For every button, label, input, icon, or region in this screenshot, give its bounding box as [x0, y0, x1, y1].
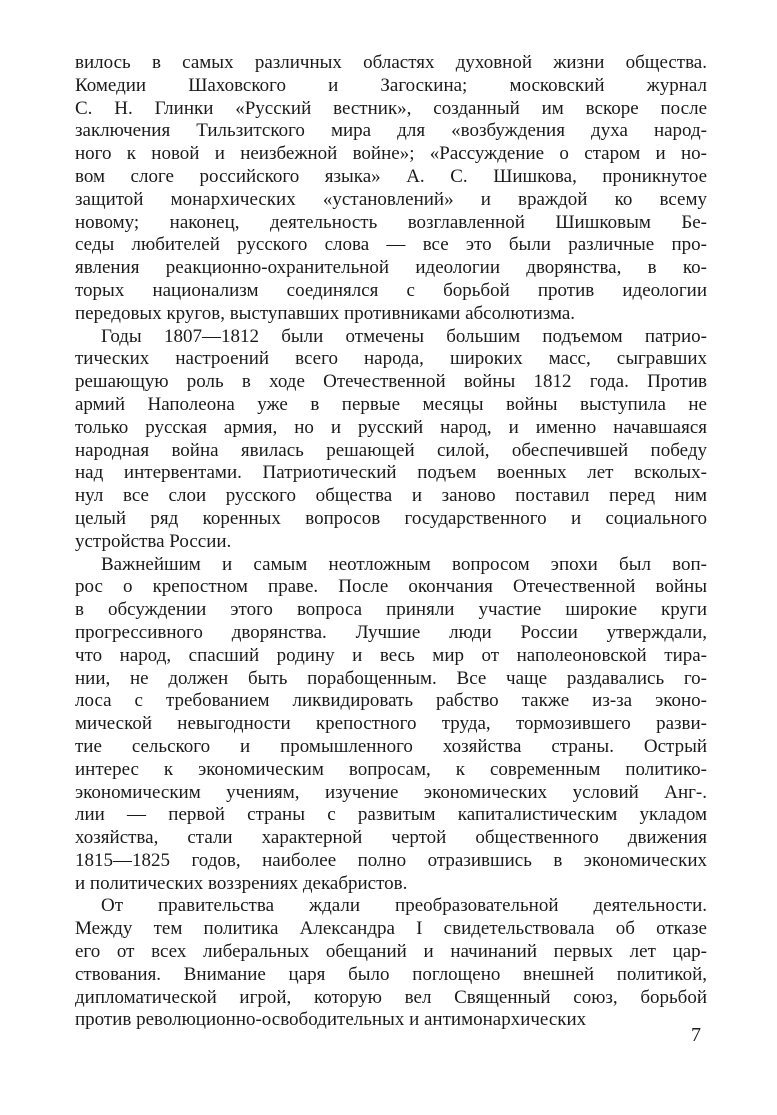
- paragraph: [75, 895, 707, 1032]
- text-line: заключения Тильзитского мира для «возбуждения духа народ-: [75, 120, 707, 142]
- text-line: устройства России.: [75, 530, 232, 552]
- text-line: торых национализм соединялся с борьбой против идеологии: [75, 279, 707, 301]
- text-line: целый ряд коренных вопросов государственного и социального: [75, 507, 707, 529]
- text-line: явления реакционно-охранительной идеологии дворянства, в ко-: [75, 257, 707, 279]
- text-line: Годы 1807—1812 были отмечены большим подъемом патрио-: [101, 325, 707, 347]
- text-line: что народ, спасший родину и весь мир от наполеоновской тира-: [75, 644, 707, 666]
- text-line: мической невыгодности крепостного труда, тормозившего разви-: [75, 713, 707, 735]
- text-line: передовых кругов, выступавших противниками абсолютизма.: [75, 302, 576, 324]
- text-line: ного к новой и неизбежной войне»; «Рассуждение о старом и но-: [75, 143, 707, 165]
- text-line: От правительства ждали преобразовательной деятельности.: [101, 895, 707, 917]
- text-line: только русская армия, но и русский народ, и именно начавшаяся: [75, 416, 707, 438]
- text-line: защитой монархических «установлений» и враждой ко всему: [75, 188, 707, 210]
- text-line: лии — первой страны с развитым капиталистическим укладом: [75, 804, 707, 826]
- text-line: против революционно-освободительных и антимонархических: [75, 1009, 587, 1031]
- text-line: народная война явилась решающей силой, обеспечившей победу: [75, 439, 707, 461]
- text-line: 1815—1825 годов, наиболее полно отразившись в экономических: [75, 849, 707, 871]
- text-line: нул все слои русского общества и заново поставил перед ним: [75, 485, 707, 507]
- text-line: его от всех либеральных обещаний и начинаний первых лет цар-: [75, 941, 707, 963]
- text-line: новому; наконец, деятельность возглавленной Шишковым Бе-: [75, 211, 707, 233]
- text-line: решающую роль в ходе Отечественной войны 1812 года. Против: [75, 371, 707, 393]
- text-line: Между тем политика Александра I свидетельствовала об отказе: [75, 918, 707, 940]
- text-line: тие сельского и промышленного хозяйства страны. Острый: [75, 735, 707, 757]
- text-line: экономическим учениям, изучение экономических условий Анг-.: [75, 781, 707, 803]
- text-line: прогрессивного дворянства. Лучшие люди России утверждали,: [75, 621, 707, 643]
- text-line: Важнейшим и самым неотложным вопросом эпохи был воп-: [101, 553, 707, 575]
- text-line: и политических воззрениях декабристов.: [75, 872, 408, 894]
- text-line: дипломатической игрой, которую вел Священный союз, борьбой: [75, 986, 707, 1008]
- paragraph: [75, 326, 707, 554]
- text-line: вилось в самых различных областях духовной жизни общества.: [75, 52, 707, 73]
- text-line: рос о крепостном праве. После окончания Отечественной войны: [75, 576, 707, 598]
- text-line: Комедии Шаховского и Загоскина; московский журнал: [75, 74, 707, 96]
- text-line: тических настроений всего народа, широких масс, сыгравших: [75, 348, 707, 370]
- text-line: лоса с требованием ликвидировать рабство также из-за эконо-: [75, 690, 707, 712]
- text-line: интерес к экономическим вопросам, к современным политико-: [75, 758, 707, 780]
- page-body: [75, 52, 707, 1032]
- text-line: над интервентами. Патриотический подъем военных лет всколых-: [75, 462, 707, 484]
- text-line: С. Н. Глинки «Русский вестник», созданный им вскоре после: [75, 97, 707, 119]
- text-line: в обсуждении этого вопроса приняли участие широкие круги: [75, 599, 707, 621]
- paragraph: [75, 554, 707, 896]
- text-line: армий Наполеона уже в первые месяцы войны выступила не: [75, 393, 707, 415]
- paragraph: [75, 52, 707, 326]
- text-line: нии, не должен быть порабощенным. Все чаще раздавались го-: [75, 667, 707, 689]
- text-line: вом слоге российского языка» А. С. Шишкова, проникнутое: [75, 165, 707, 187]
- text-line: хозяйства, стали характерной чертой общественного движения: [75, 827, 707, 849]
- page-number: 7: [691, 1024, 701, 1046]
- text-line: ствования. Внимание царя было поглощено внешней политикой,: [75, 963, 707, 985]
- text-line: седы любителей русского слова — все это были различные про-: [75, 234, 707, 256]
